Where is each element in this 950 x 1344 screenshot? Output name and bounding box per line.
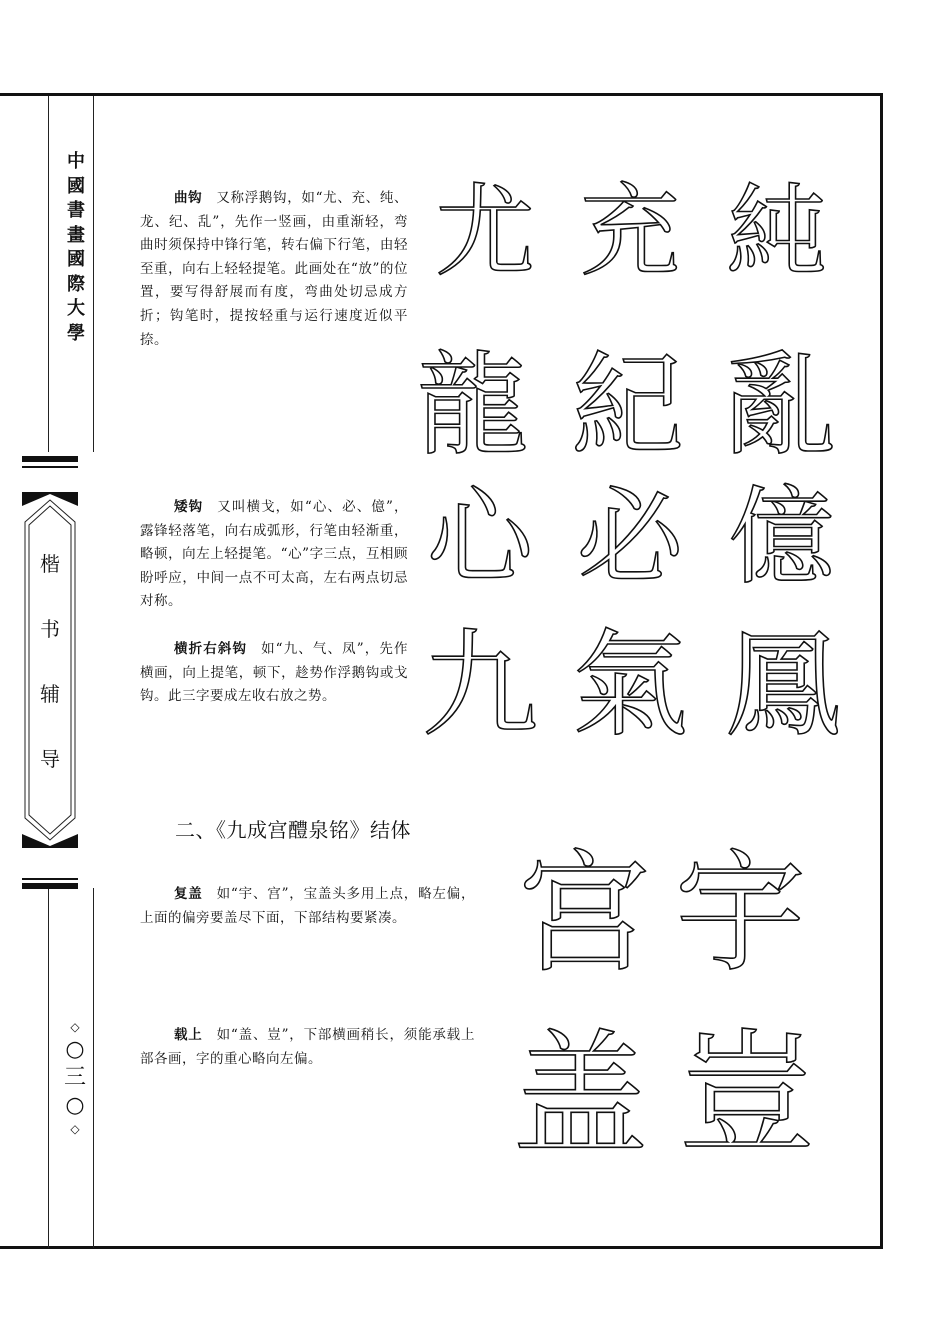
example-glyph: 尤 (435, 173, 535, 290)
example-glyph: 豈 (679, 1017, 815, 1175)
paragraph-zaishang: 载上 如“盖、豈”，下部横画稍长，须能承载上部各画，字的重心略向左偏。 (140, 1027, 475, 1067)
sidebar-rule (48, 96, 49, 452)
example-glyph: 純 (727, 173, 827, 290)
sidebar-rule (93, 888, 94, 1248)
page-number: ◇ ○ 三 ○ ◇ (63, 1020, 86, 1136)
paragraph-fugai: 复盖 如“宇、宫”，宝盖头多用上点，略左偏，上面的偏旁要盖尽下面，下部结构要紧凑。 (140, 886, 475, 926)
section-title: 楷 书 辅 导 (40, 552, 60, 771)
example-glyph: 心 (427, 476, 533, 599)
cartouche-bar (22, 466, 78, 468)
paragraph-aigou: 矮钩 又叫横戈，如“心、必、億”，露锋轻落笔，向右成弧形，行笔由轻渐重，略顿，向左上轻提笔。“心”字三点，互相顾盼呼应，中间一点不可太高，左右两点切忌对称。 (140, 499, 408, 610)
cartouche-bar (22, 883, 78, 889)
sidebar-rule (93, 96, 94, 452)
cartouche-bar (22, 456, 78, 462)
example-glyph: 億 (729, 476, 835, 599)
example-glyph: 亂 (724, 341, 837, 471)
example-glyph: 盖 (512, 1017, 648, 1175)
paragraph-qugou: 曲钩 又称浮鹅钩，如“尤、充、纯、龙、纪、乱”，先作一竖画，由重渐轻，弯曲时须保持中锋行笔，转右偏下行笔，由轻至重，向右上轻轻提笔。此画处在“放”的位置，要写得舒展而有度，弯曲处切忌成方折；钩笔时，提按轻重与运行速度近似平捺。 (140, 190, 409, 348)
example-glyph: 宫 (518, 837, 651, 991)
diamond-icon: ◇ (70, 1020, 80, 1034)
example-glyph: 九 (422, 618, 538, 753)
example-glyph: 龍 (416, 341, 529, 471)
university-title: 中 國 書 畫 國 際 大 學 (67, 151, 85, 344)
example-glyph: 紀 (571, 341, 684, 471)
paragraph-hengzhe: 横折右斜钩 如“九、气、凤”，先作横画，向上提笔，顿下，趁势作浮鹅钩或戈钩。此三字要成左收右放之势。 (140, 641, 408, 705)
diamond-icon: ◇ (70, 1122, 80, 1136)
sidebar-rule (48, 888, 49, 1248)
example-glyph: 鳳 (725, 618, 841, 753)
section-cartouche (22, 492, 78, 848)
cartouche-bar (22, 878, 78, 880)
section-heading: 二、《九成宫醴泉铭》结体 (175, 818, 411, 842)
example-glyph: 氣 (572, 618, 688, 753)
example-glyph: 充 (580, 173, 680, 290)
example-glyph: 必 (577, 476, 683, 599)
example-glyph: 宇 (674, 837, 807, 991)
